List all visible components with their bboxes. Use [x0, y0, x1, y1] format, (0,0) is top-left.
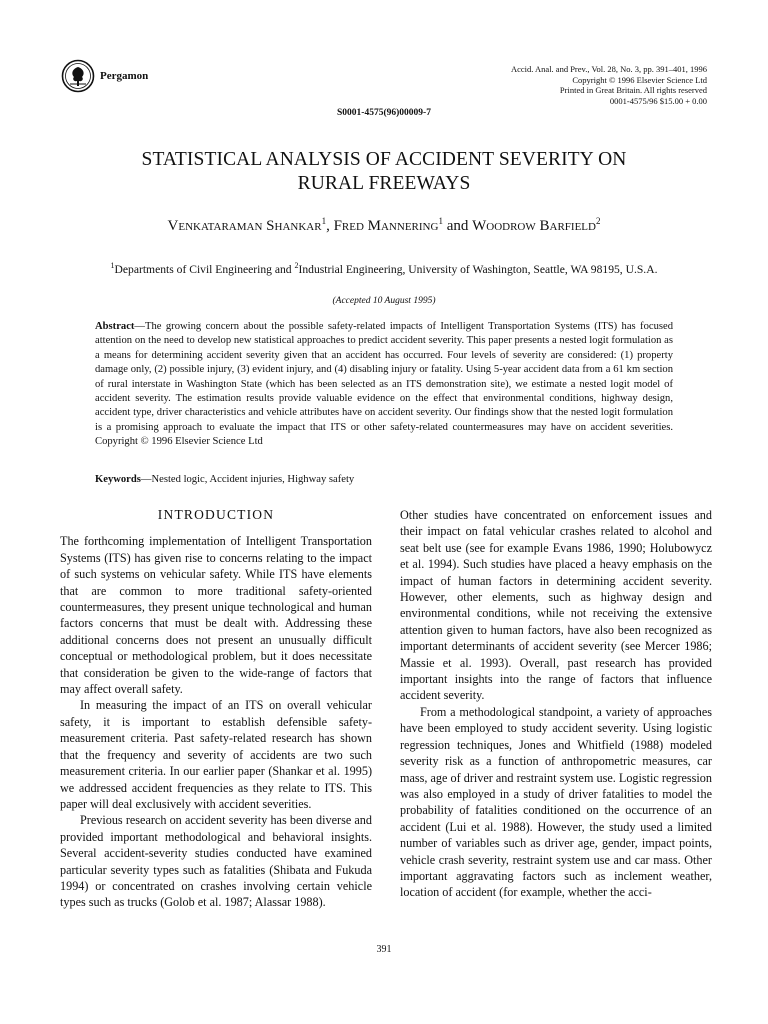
paper-title [60, 148, 708, 196]
affiliation-mark: 2 [294, 261, 299, 270]
right-column [400, 507, 712, 901]
title-line: STATISTICAL ANALYSIS OF ACCIDENT SEVERITY ON [141, 149, 627, 170]
author-list [60, 216, 708, 235]
pergamon-logo-icon [61, 59, 95, 93]
abstract-text: —The growing concern about the possible safety-related impacts of Intelligent Transportation Systems (ITS) has focused attention on the need to develop new statistical approaches to predict accident severity. This paper presents a nested logit formulation as a means for determining accident severity given that an accident has occurred. Four levels of severity are considered: (1) property damage only, (2) possible injury, (3) evident injury, and (4) disabling injury or fatality. Using 5-year accident data from a 61 km section of rural interstate in Washington State (which has been selected as an ITS demonstration site), we estimate a nested logit model of accident severity. The estimation results provide valuable evidence on the effect that environmental conditions, highway design, accident type, driver characteristics and vehicle attributes have on accident severity. Our findings show that the nested logit formulation is a promising approach to evaluate the impact that ITS or other safety-related countermeasures may have on accident severities. Copyright © 1996 Elsevier Science Ltd [95, 321, 673, 448]
author-affiliation-mark: 2 [595, 216, 601, 226]
publisher-name: Pergamon [100, 70, 149, 82]
journal-line: Copyright © 1996 Elsevier Science Ltd [572, 74, 707, 85]
affiliation-text: Departments of Civil Engineering and [114, 262, 295, 276]
author-name: Fred Mannering [333, 218, 439, 234]
journal-line: Accid. Anal. and Prev., Vol. 28, No. 3, pp. 391–401, 1996 [510, 64, 707, 74]
affiliation-text: Industrial Engineering, University of Washington, Seattle, WA 98195, U.S.A. [298, 262, 658, 276]
author-affiliation-mark: 1 [438, 216, 443, 226]
left-column [60, 507, 372, 911]
section-heading: INTRODUCTION [157, 507, 275, 522]
author-name: Woodrow Barfield [472, 218, 596, 234]
author-separator: and [442, 218, 473, 234]
author-affiliation-mark: 1 [321, 216, 327, 226]
article-identifier: S0001-4575(96)00009-7 [337, 108, 431, 118]
keywords-text: —Nested logic, Accident injuries, Highway safety [140, 474, 355, 485]
journal-line: Printed in Great Britain. All rights reserved [559, 85, 707, 95]
title-line: RURAL FREEWAYS [297, 173, 471, 194]
author-name: Venkataraman Shankar [167, 218, 322, 234]
author-separator: , [326, 218, 334, 234]
abstract [95, 320, 673, 450]
body-paragraph: Previous research on accident severity has been diverse and provided important methodological and behavioral insights. Several accident-severity studies conducted have examined particular severity types such as fatalities (Shibata and Fukuda 1994) or concentrated on crashes involving certain vehicle types such as trucks (Golob et al. 1987; Alassar 1988). [60, 813, 372, 910]
body-paragraph: From a methodological standpoint, a variety of approaches have been employed to study accident severity. Using logistic regression techniques, Jones and Whitfield (1988) modeled severity risk as a function of anthropometric measures, car mass, age of driver and restraint system use. Logistic regression was also employed in a study of driver fatalities to model the probability of fatalities conditioned on the occurrence of an accident (Lui et al. 1988). However, the study used a limited number of variables such as driver age, gender, impact points, vehicle crash severity, restraint system use and car mass. Other important aggravating factors such as inclement weather, location of accident (for example, whether the acci- [400, 704, 712, 900]
body-paragraph: Other studies have concentrated on enforcement issues and their impact on fatal vehicular crashes related to alcohol and seat belt use (see for example Evans 1986, 1990; Holubowycz et al. 1994). Such studies have placed a heavy emphasis on the impact of human factors in determining accident severity. However, other elements, such as highway design and environmental conditions, while not receiving the extensive attention given to human factors, have also been recognized as important determinants of accident severity (see Mercer 1986; Massie et al. 1993). Overall, past research has provided important insights into the range of factors that influence accident severity. [400, 508, 712, 703]
abstract-label: Abstract [95, 321, 135, 332]
accepted-date: (Accepted 10 August 1995) [332, 296, 436, 306]
keywords-label: Keywords [95, 474, 141, 485]
page-number: 391 [376, 944, 392, 955]
affiliation [78, 259, 690, 277]
affiliation-mark: 1 [110, 261, 115, 270]
journal-citation-block [511, 64, 707, 106]
keywords [95, 474, 673, 485]
body-paragraph: The forthcoming implementation of Intelligent Transportation Systems (ITS) has given rise to concerns relating to the impact of such systems on vehicular safety. While ITS have elements that are common to more traditional safety-oriented countermeasures, they present unique technological and human factors concerns that must be dealt with. Addressing these additional concerns does not present an unusually difficult conceptual or methodological problem, but it does necessitate that consideration be given to the wide-range of factors that may affect overall safety. [60, 534, 372, 697]
journal-line: 0001-4575/96 $15.00 + 0.00 [609, 95, 707, 106]
body-paragraph: In measuring the impact of an ITS on overall vehicular safety, it is important to establish defensible safety-measurement criteria. Past safety-related research has shown that the frequency and severity of accidents are two such measurement criteria. In our earlier paper (Shankar et al. 1995) we addressed accident frequencies as they relate to ITS. This paper will deal exclusively with accident severities. [60, 698, 372, 811]
